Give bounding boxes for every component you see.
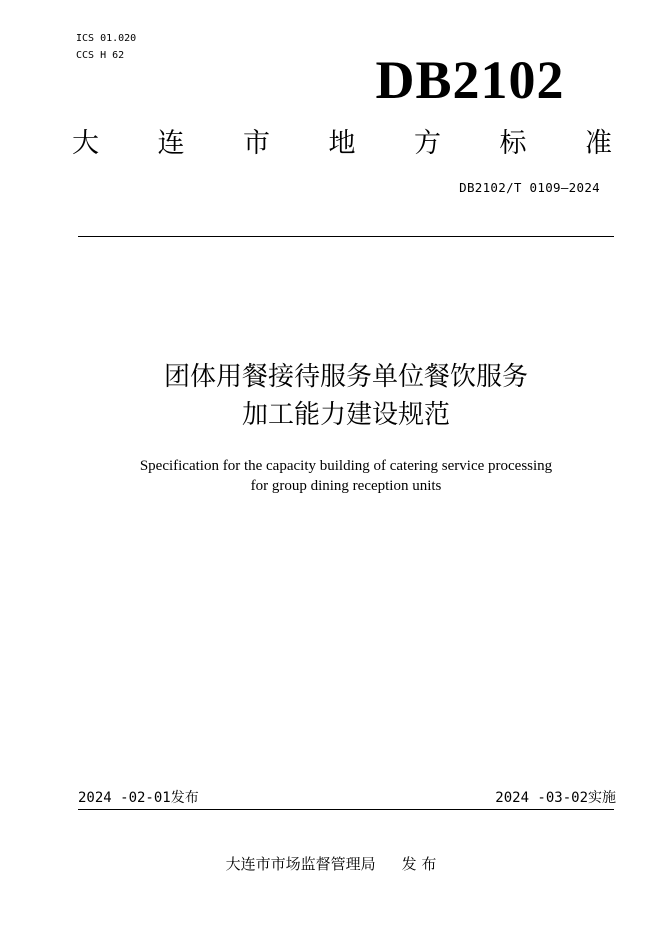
title-cn-line-1: 团体用餐接待服务单位餐饮服务 [163, 362, 528, 392]
publish-date: 2024 -02-01 [78, 790, 171, 806]
db-logo: DB2102 [375, 50, 565, 110]
standard-type-char: 标 [499, 128, 527, 159]
document-title-en [0, 456, 662, 496]
ics-classification [76, 32, 136, 46]
standard-type-char: 大 [72, 128, 99, 159]
bottom-divider [78, 809, 614, 810]
document-title-cn [0, 358, 662, 434]
issuer-action: 发 布 [401, 855, 437, 873]
ccs-label: CCS [76, 50, 95, 61]
issuer-line [0, 854, 662, 874]
publish-date-block [78, 789, 199, 807]
implement-label: 实施 [588, 790, 616, 806]
ccs-code: H 62 [100, 50, 125, 61]
standard-type-char: 地 [328, 128, 356, 159]
publish-label: 发布 [170, 790, 199, 806]
implement-date: 2024 -03-02 [495, 790, 588, 806]
issuer-name: 大连市市场监督管理局 [225, 855, 376, 873]
title-en-line-2: for group dining reception units [250, 478, 442, 494]
standard-type-char: 市 [243, 128, 270, 159]
ics-code: 01.020 [100, 33, 137, 44]
standard-type-char: 连 [157, 128, 185, 159]
title-en-line-1: Specification for the capacity building of catering service processing [139, 458, 553, 474]
standard-type-heading [72, 126, 612, 162]
standard-type-char: 方 [414, 128, 441, 159]
implement-date-block [495, 789, 616, 807]
top-divider [78, 236, 614, 237]
standard-number: DB2102/T 0109—2024 [459, 180, 600, 195]
ics-label: ICS [76, 33, 95, 44]
ccs-classification [76, 49, 124, 63]
standard-type-char: 准 [585, 128, 612, 159]
title-cn-line-2: 加工能力建设规范 [241, 400, 450, 430]
